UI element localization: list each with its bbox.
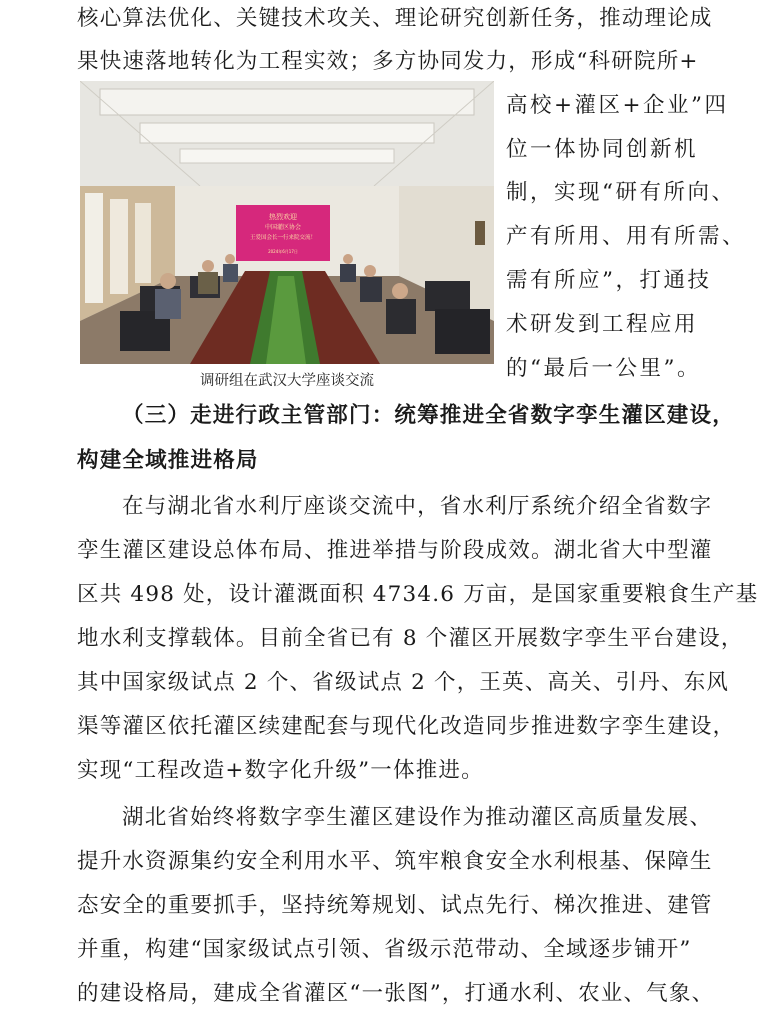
section-heading: （三）走进行政主管部门：统筹推进全省数字孪生灌区建设， <box>122 403 735 428</box>
paragraph-line: 区共 498 处，设计灌溉面积 4734.6 万亩，是国家重要粮食生产基 <box>77 582 759 607</box>
paragraph-line: 地水利支撑载体。目前全省已有 8 个灌区开展数字孪生平台建设， <box>77 626 744 651</box>
paragraph-line: 湖北省始终将数字孪生灌区建设作为推动灌区高质量发展、 <box>122 805 713 830</box>
text-line: 位一体协同创新机 <box>506 137 699 162</box>
banner-line-1: 热烈欢迎 <box>269 213 297 221</box>
section-heading: 构建全域推进格局 <box>77 448 259 473</box>
paragraph-line: 实现“工程改造+数字化升级”一体推进。 <box>77 758 484 783</box>
text-line: 核心算法优化、关键技术攻关、理论研究创新任务，推动理论成 <box>77 6 713 31</box>
meeting-room-image <box>80 81 494 364</box>
text-line: 术研发到工程应用 <box>506 312 699 337</box>
banner-line-3: 王爱国会长一行来院交流！ <box>249 235 317 241</box>
paragraph-line: 提升水资源集约安全利用水平、筑牢粮食安全水利根基、保障生 <box>77 849 713 874</box>
banner-line-2: 中国灌区协会 <box>264 224 302 231</box>
paragraph-line: 并重，构建“国家级试点引领、省级示范带动、全域逐步铺开” <box>77 937 692 962</box>
paragraph-line: 其中国家级试点 2 个、省级试点 2 个，王英、高关、引丹、东风 <box>77 670 730 695</box>
paragraph-line: 孪生灌区建设总体布局、推进举措与阶段成效。湖北省大中型灌 <box>77 538 713 563</box>
paragraph-line: 的建设格局，建成全省灌区“一张图”，打通水利、农业、气象、 <box>77 981 715 1006</box>
text-line: 制，实现“研有所向、 <box>506 180 736 205</box>
text-line: 的“最后一公里”。 <box>506 356 701 381</box>
paragraph-line: 在与湖北省水利厅座谈交流中，省水利厅系统介绍全省数字 <box>122 494 713 519</box>
banner-date: 2024年6月17日 <box>268 249 298 254</box>
text-line: 需有所应”，打通技 <box>506 268 712 293</box>
text-line: 高校+灌区+企业”四 <box>506 93 729 118</box>
figure-caption: 调研组在武汉大学座谈交流 <box>200 373 374 389</box>
paragraph-line: 渠等灌区依托灌区续建配套与现代化改造同步推进数字孪生建设， <box>77 714 736 739</box>
text-line: 果快速落地转化为工程实效；多方协同发力，形成“科研院所+ <box>77 49 699 74</box>
text-line: 产有所用、用有所需、 <box>506 224 747 249</box>
meeting-photo <box>80 81 494 364</box>
paragraph-line: 态安全的重要抓手，坚持统筹规划、试点先行、梯次推进、建管 <box>77 893 713 918</box>
